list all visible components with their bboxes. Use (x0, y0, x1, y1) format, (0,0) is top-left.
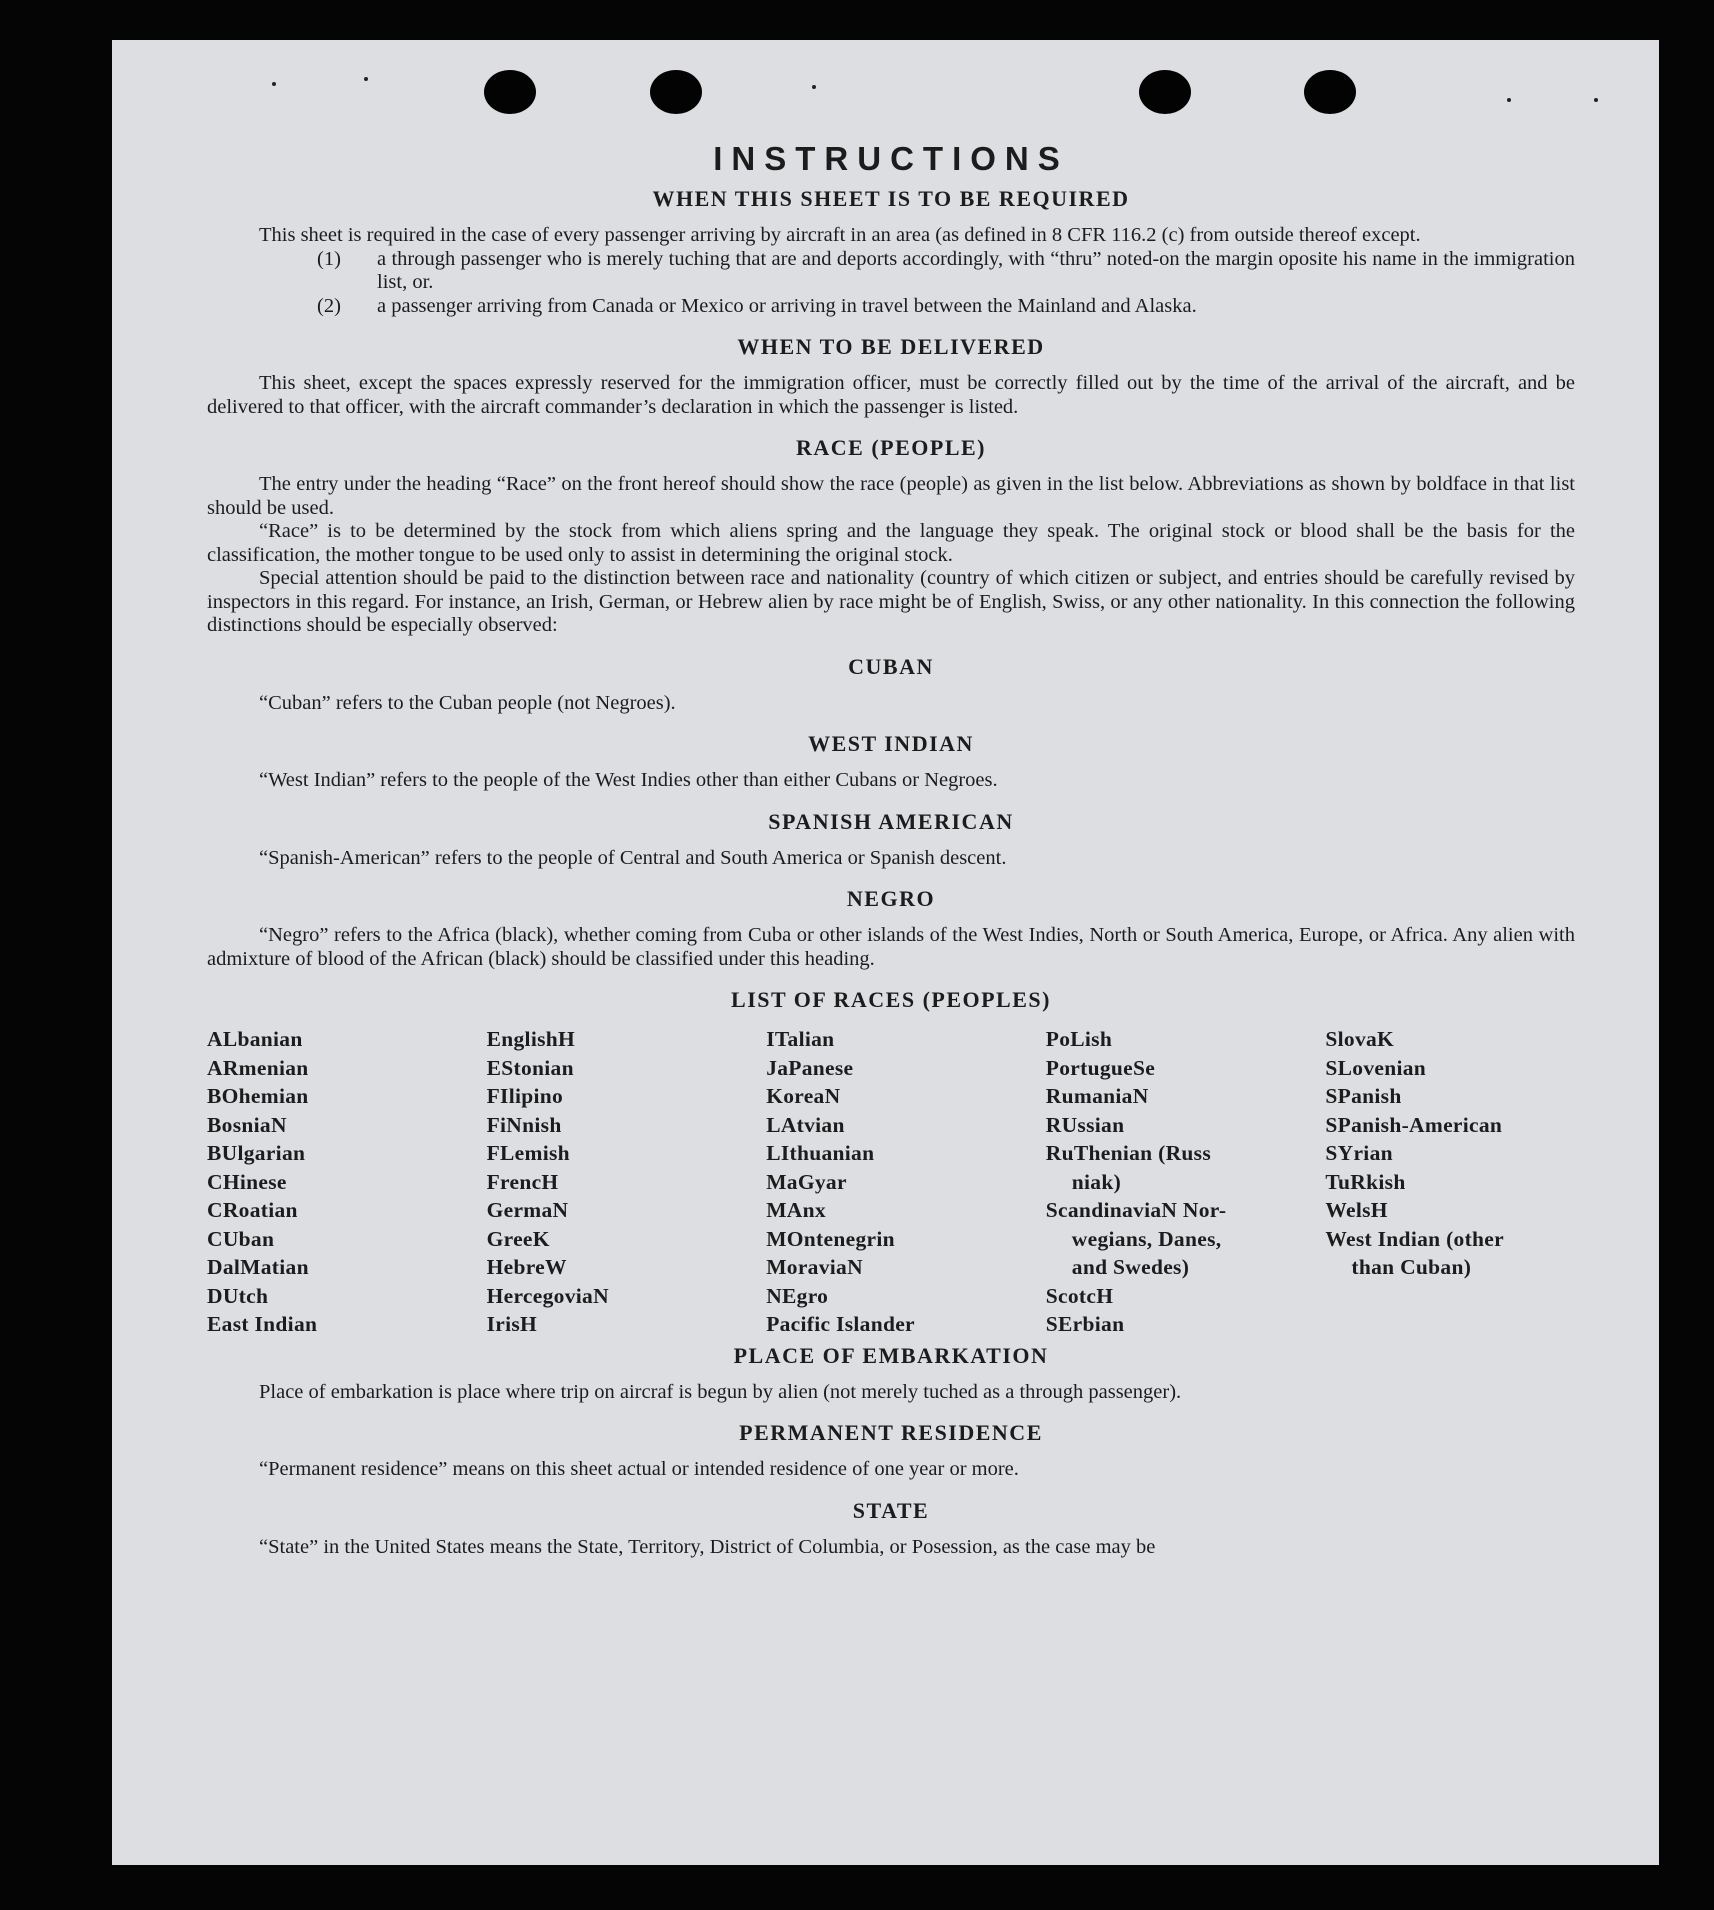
para-race-2: “Race” is to be determined by the stock from which aliens spring and the language they speak. The original stock or blood shall be the basis for the classification, the mother tongue to be used only to assist in determining the original stock. (207, 520, 1575, 566)
race-item: ARmenian (207, 1055, 309, 1080)
race-item: SYrian (1325, 1141, 1393, 1165)
para-spanish-american: “Spanish-American” refers to the people of Central and South America or Spanish descent. (259, 846, 1007, 869)
race-item: GermaN (486, 1198, 569, 1222)
race-item: SPanish (1325, 1084, 1402, 1108)
punch-hole (1139, 70, 1191, 114)
races-column-5 (1325, 1025, 1575, 1339)
race-item: MAnx (766, 1198, 826, 1222)
para-cuban: “Cuban” refers to the Cuban people (not Negroes). (259, 691, 676, 714)
para-race-3: Special attention should be paid to the distinction between race and nationality (country of which citizen or subject, and entries should be carefully revised by inspectors in this regard. For instance, an Irish, German, or Hebrew alien by race might be of English, Swiss, or any other nationality. In this connection the following distinctions should be especially observed: (207, 567, 1575, 636)
heading-negro: NEGRO (846, 886, 936, 911)
race-item: than Cuban) (1351, 1255, 1472, 1279)
race-item: Pacific Islander (766, 1312, 915, 1336)
race-item: WelsH (1325, 1198, 1388, 1222)
races-column-1 (207, 1025, 487, 1339)
heading-spanish-american: SPANISH AMERICAN (768, 808, 1014, 834)
race-item: IrisH (486, 1312, 538, 1336)
para-race-1: The entry under the heading “Race” on the front hereof should show the race (people) as given in the list below. Abbreviations as shown by boldface in that list should be used. (207, 473, 1575, 519)
page-title: INSTRUCTIONS (713, 140, 1069, 177)
race-item: wegians, Danes, (1071, 1226, 1222, 1251)
race-item: and Swedes) (1071, 1255, 1190, 1279)
race-item: East Indian (207, 1312, 318, 1336)
para-delivered: This sheet, except the spaces expressly reserved for the immigration officer, must be correctly filled out by the time of the arrival of the aircraft, and be delivered to that officer, with the aircraft commander’s declaration in which the passenger is listed. (207, 372, 1575, 418)
race-item: RumaniaN (1045, 1084, 1149, 1108)
race-item: EStonian (486, 1055, 574, 1080)
heading-residence: PERMANENT RESIDENCE (739, 1420, 1043, 1445)
race-item: MoraviaN (766, 1255, 863, 1279)
exception-item-2 (207, 295, 1575, 319)
race-item: West Indian (other (1325, 1226, 1504, 1251)
race-item: FIlipino (486, 1084, 564, 1108)
race-item: ALbanian (207, 1027, 303, 1051)
item-text: a through passenger who is merely tuching that are and deports accordingly, with “thru” noted-on the margin oposite his name in the immigration list, or. (377, 247, 1575, 293)
race-item: FLemish (486, 1141, 570, 1165)
para-state: “State” in the United States means the State, Territory, District of Columbia, or Posession, as the case may be (259, 1535, 1156, 1558)
race-item: ScandinaviaN Nor- (1045, 1198, 1227, 1222)
exception-item-1 (207, 248, 1575, 295)
race-item: CHinese (207, 1169, 287, 1194)
race-item: SErbian (1045, 1312, 1125, 1336)
race-item: RUssian (1045, 1112, 1125, 1137)
race-item: RuThenian (Russ (1045, 1141, 1211, 1165)
speck (364, 77, 368, 81)
race-item: EnglishH (486, 1027, 576, 1051)
heading-state: STATE (852, 1497, 930, 1523)
race-item: DalMatian (207, 1255, 309, 1279)
race-item: LIthuanian (766, 1141, 875, 1165)
race-item: MOntenegrin (766, 1226, 895, 1251)
race-item: PortugueSe (1045, 1055, 1156, 1080)
heading-required: WHEN THIS SHEET IS TO BE REQUIRED (652, 186, 1130, 211)
item-number: (1) (317, 247, 341, 270)
punch-hole (650, 70, 702, 114)
race-item: NEgro (766, 1283, 829, 1308)
race-item: niak) (1071, 1169, 1122, 1194)
races-column-4 (1046, 1025, 1326, 1339)
heading-west-indian: WEST INDIAN (808, 731, 974, 756)
item-number: (2) (317, 294, 341, 317)
race-item: MaGyar (766, 1169, 847, 1194)
race-item: LAtvian (766, 1112, 845, 1137)
race-item: ScotcH (1045, 1283, 1114, 1308)
heading-cuban: CUBAN (848, 653, 934, 679)
document-sheet (112, 40, 1659, 1865)
races-column-2 (487, 1025, 767, 1339)
heading-race: RACE (PEOPLE) (796, 435, 986, 460)
race-item: SLovenian (1325, 1055, 1427, 1080)
race-item: HercegoviaN (486, 1283, 609, 1308)
race-item: SPanish-American (1325, 1112, 1503, 1137)
race-item: KoreaN (766, 1084, 841, 1108)
speck (812, 85, 816, 89)
races-list (207, 1025, 1575, 1339)
para-west-indian: “West Indian” refers to the people of the West Indies other than either Cubans or Negroes. (259, 769, 998, 791)
race-item: TuRkish (1325, 1169, 1406, 1194)
race-item: DUtch (207, 1283, 269, 1308)
race-item: ITalian (766, 1027, 835, 1051)
speck (1507, 98, 1511, 102)
race-item: PoLish (1045, 1027, 1113, 1051)
instructions-content (207, 140, 1575, 1559)
race-item: SlovaK (1325, 1027, 1395, 1051)
punch-hole (1304, 70, 1356, 114)
race-item: BUlgarian (207, 1141, 306, 1165)
races-column-3 (766, 1025, 1046, 1339)
speck (272, 82, 276, 86)
para-required: This sheet is required in the case of every passenger arriving by aircraft in an area (as defined in 8 CFR 116.2 (c) from outside thereof except. (259, 224, 1421, 246)
punch-hole (484, 70, 536, 114)
race-item: BosniaN (207, 1112, 287, 1137)
race-item: GreeK (486, 1226, 550, 1251)
heading-delivered: WHEN TO BE DELIVERED (737, 334, 1045, 359)
race-item: FiNnish (486, 1112, 562, 1137)
race-item: JaPanese (766, 1055, 854, 1080)
race-item: CUban (207, 1226, 275, 1251)
heading-embarkation: PLACE OF EMBARKATION (733, 1342, 1049, 1368)
item-text: a passenger arriving from Canada or Mexico or arriving in travel between the Mainland and Alaska. (377, 294, 1197, 317)
race-item: CRoatian (207, 1198, 298, 1222)
para-negro: “Negro” refers to the Africa (black), whether coming from Cuba or other islands of the West Indies, North or South America, Europe, or Africa. Any alien with admixture of blood of the African (black) should be classified under this heading. (207, 924, 1575, 970)
para-residence: “Permanent residence” means on this sheet actual or intended residence of one year or more. (259, 1458, 1019, 1480)
heading-list-of-races: LIST OF RACES (PEOPLES) (731, 987, 1051, 1012)
race-item: HebreW (486, 1255, 567, 1279)
para-embarkation: Place of embarkation is place where trip on aircraf is begun by alien (not merely tuched as a through passenger). (259, 1380, 1182, 1403)
speck (1594, 98, 1598, 102)
race-item: FrencH (486, 1169, 559, 1194)
race-item: BOhemian (207, 1084, 309, 1108)
